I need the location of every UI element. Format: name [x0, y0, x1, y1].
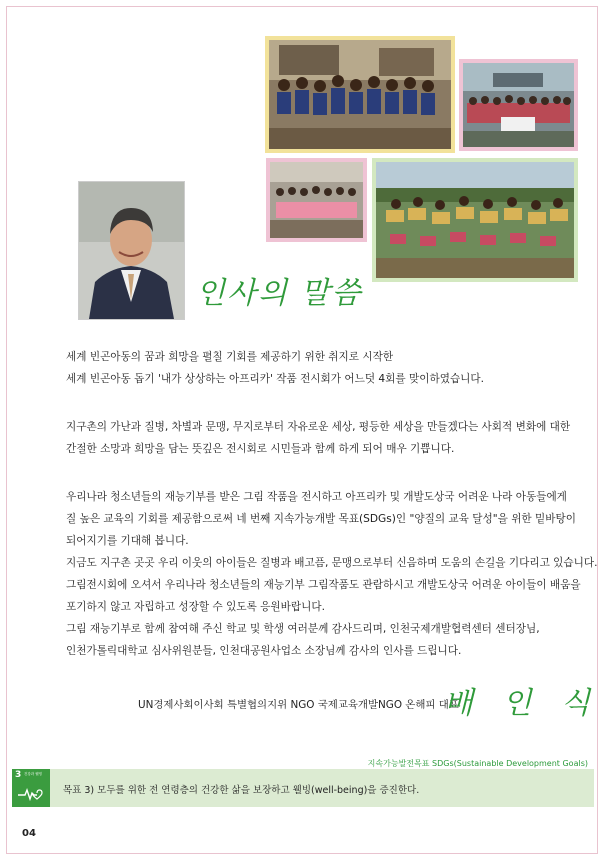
paragraph-line: 세계 빈곤아동 돕기 '내가 상상하는 아프리카' 작품 전시회가 어느덧 4회를 맞이하였습니다. — [66, 373, 485, 385]
photo-children-backpacks-image — [269, 40, 451, 149]
paragraph-line: 그림전시회에 오셔서 우리나라 청소년들의 재능기부 그림작품도 관람하시고 개발도상국 어려운 아이들이 배움을 — [66, 579, 581, 591]
portrait-image — [79, 182, 184, 319]
sdg-badge-label: 건강과 웰빙 — [24, 772, 43, 776]
paragraph-line: 되어지기를 기대해 봅니다. — [66, 535, 189, 547]
paragraph-3 — [66, 486, 598, 662]
paragraph-line: 포기하지 않고 자립하고 성장할 수 있도록 응원바랍니다. — [66, 601, 325, 613]
portrait-photo — [78, 181, 185, 320]
paragraph-line: 질 높은 교육의 기회를 제공함으로써 네 번째 지속가능개발 목표(SDGs)인 "양질의 교육 달성"을 위한 밑바탕이 — [66, 513, 576, 525]
paragraph-line: 지구촌의 가난과 질병, 차별과 문맹, 무지로부터 자유로운 세상, 평등한 세상을 만들겠다는 사회적 변화에 대한 — [66, 421, 571, 433]
signature-name: 배 인 식 — [444, 686, 601, 721]
greeting-heading: 인사의 말씀 — [196, 276, 363, 311]
photo-classroom-image — [270, 162, 363, 238]
paragraph-line: 지금도 지구촌 곳곳 우리 이웃의 아이들은 질병과 배고픔, 문맹으로부터 신음하며 도움의 손길을 기다리고 있습니다. — [66, 557, 598, 569]
heartbeat-icon — [17, 787, 45, 801]
paragraph-line: 인천가톨릭대학교 심사위원분들, 인천대공원사업소 소장님께 감사의 인사를 드립니다. — [66, 645, 462, 657]
page-number: 04 — [22, 828, 36, 839]
signature-title: UN경제사회이사회 특별협의지위 NGO 국제교육개발NGO 온해피 대표 — [138, 699, 459, 711]
sdg-goal-text: 목표 3) 모두를 위한 전 연령층의 건강한 삶을 보장하고 웰빙(well-being)을 증진한다. — [63, 785, 420, 796]
sdg-header: 지속가능발전목표 SDGs(Sustainable Development Goals) — [367, 759, 588, 768]
photo-group-banner — [459, 59, 578, 151]
photo-children-backpacks — [265, 36, 455, 153]
sdg-goal-badge — [12, 769, 50, 807]
paragraph-2 — [66, 416, 571, 460]
paragraph-line: 간절한 소망과 희망을 담는 뜻깊은 전시회로 시민들과 함께 하게 되어 매우 기쁩니다. — [66, 443, 455, 455]
photo-children-signs-image — [376, 162, 574, 278]
paragraph-line: 세계 빈곤아동의 꿈과 희망을 펼칠 기회를 제공하기 위한 취지로 시작한 — [66, 351, 394, 363]
sdg-badge-number: 3 — [15, 770, 22, 780]
paragraph-1 — [66, 346, 552, 390]
photo-group-banner-image — [463, 63, 574, 147]
photo-children-signs — [372, 158, 578, 282]
paragraph-line: 우리나라 청소년들의 재능기부를 받은 그림 작품을 전시하고 아프리카 및 개발도상국 어려운 나라 아동들에게 — [66, 491, 567, 503]
paragraph-line: 그림 재능기부로 함께 참여해 주신 학교 및 학생 여러분께 감사드리며, 인천국제개발협력센터 센터장님, — [66, 623, 540, 635]
photo-classroom — [266, 158, 367, 242]
